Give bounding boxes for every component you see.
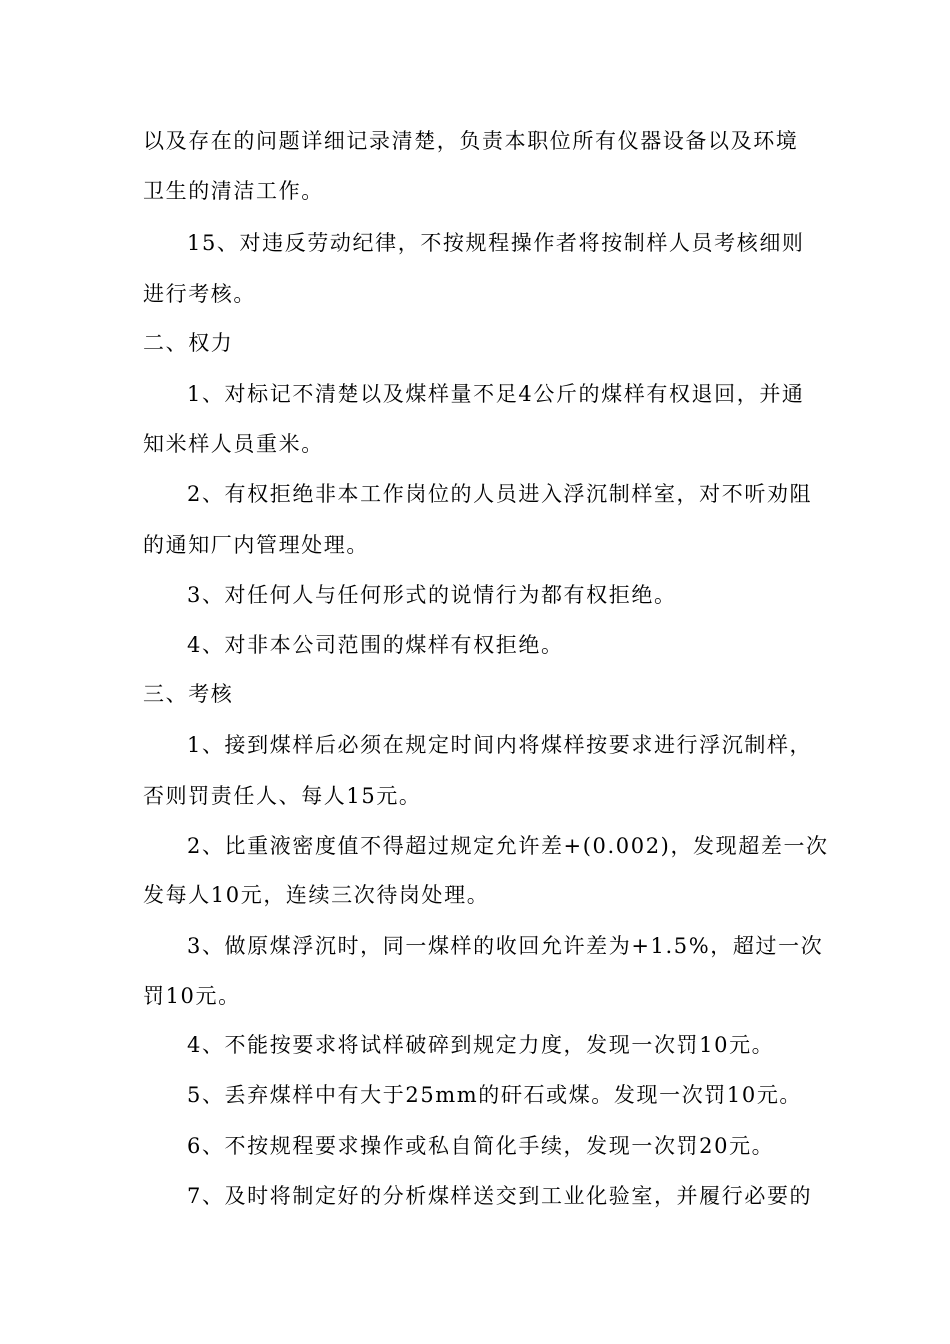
paragraph-line: 2、有权拒绝非本工作岗位的人员进入浮沉制样室，对不听劝阻 (187, 482, 813, 506)
paragraph-line: 15、对违反劳动纪律，不按规程操作者将按制样人员考核细则 (187, 231, 805, 255)
paragraph-line: 以及存在的问题详细记录清楚，负责本职位所有仪器设备以及环境 (143, 129, 799, 153)
paragraph-line: 1、接到煤样后必须在规定时间内将煤样按要求进行浮沉制样， (187, 733, 813, 757)
paragraph-line: 2、比重液密度值不得超过规定允许差+(0.002)，发现超差一次 (187, 834, 829, 858)
paragraph-line: 3、做原煤浮沉时，同一煤样的收回允许差为+1.5%，超过一次 (187, 934, 824, 958)
section-heading: 二、权力 (143, 331, 234, 355)
paragraph-line: 4、对非本公司范围的煤样有权拒绝。 (187, 633, 564, 657)
paragraph-line: 罚10元。 (143, 984, 241, 1008)
paragraph-line: 4、不能按要求将试样破碎到规定力度，发现一次罚10元。 (187, 1033, 775, 1057)
paragraph-line: 否则罚责任人、每人15元。 (143, 784, 422, 808)
paragraph-line: 的通知厂内管理处理。 (143, 533, 369, 557)
paragraph-line: 7、及时将制定好的分析煤样送交到工业化验室，并履行必要的 (187, 1184, 813, 1208)
paragraph-line: 卫生的清洁工作。 (143, 179, 324, 203)
paragraph-line: 发每人10元，连续三次待岗处理。 (143, 883, 490, 907)
paragraph-line: 知米样人员重米。 (143, 432, 324, 456)
section-heading: 三、考核 (143, 682, 234, 706)
paragraph-line: 3、对任何人与任何形式的说情行为都有权拒绝。 (187, 583, 677, 607)
paragraph-line: 6、不按规程要求操作或私自简化手续，发现一次罚20元。 (187, 1134, 775, 1158)
paragraph-line: 5、丢弃煤样中有大于25mm的矸石或煤。发现一次罚10元。 (187, 1083, 803, 1107)
paragraph-line: 进行考核。 (143, 282, 256, 306)
paragraph-line: 1、对标记不清楚以及煤样量不足4公斤的煤样有权退回，并通 (187, 382, 805, 406)
